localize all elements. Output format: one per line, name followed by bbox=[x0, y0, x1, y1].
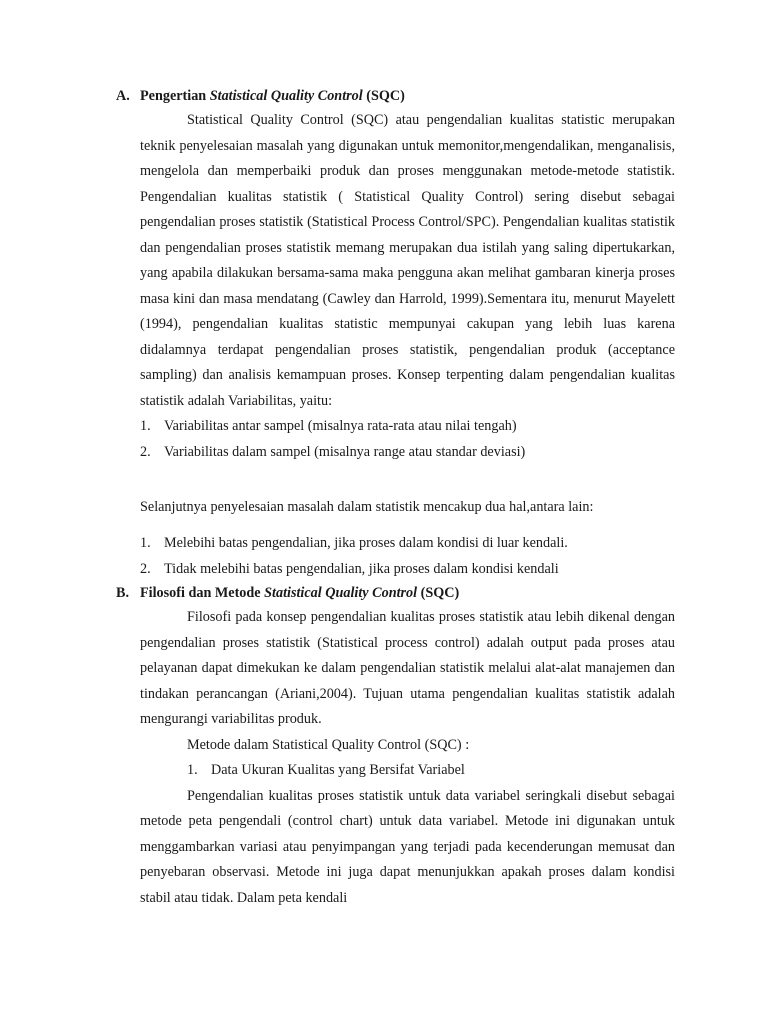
section-a-title-pre: Pengertian bbox=[140, 88, 210, 104]
list-item bbox=[140, 531, 675, 557]
section-b-paragraph-1: Filosofi pada konsep pengendalian kualitas proses statistik atau lebih dikenal dengan pengendalian proses statistik (Statistical process control) adalah output pada proses atau pelayanan dapat dimekukan ke dalam pengendalian statistik melalui alat-alat manajemen dan tindakan perancangan (Ariani,2004). Tujuan utama pengendalian kualitas statistik adalah mengurangi variabilitas produk. bbox=[140, 609, 675, 727]
section-b-paragraph-2: Pengendalian kualitas proses statistik untuk data variabel seringkali disebut sebagai metode peta pengendali (control chart) untuk data variabel. Metode ini digunakan untuk menggambarkan variasi atau penyimpangan yang terjadi pada kecenderungan memusat dan penyebaran observasi. Metode ini juga dapat menunjukkan apakah proses dalam kondisi stabil atau tidak. Dalam peta kendali bbox=[140, 787, 675, 906]
section-b-heading bbox=[116, 581, 676, 607]
section-a-heading bbox=[116, 84, 676, 110]
section-a-title-post: (SQC) bbox=[362, 88, 405, 104]
list-text: Tidak melebihi batas pengendalian, jika proses dalam kondisi kendali bbox=[164, 560, 559, 577]
list-number: 1. bbox=[140, 418, 151, 434]
method-list-item bbox=[140, 758, 675, 784]
list-item bbox=[140, 414, 675, 440]
section-b-title-pre: Filosofi dan Metode bbox=[140, 585, 265, 601]
section-b-body bbox=[140, 605, 675, 911]
list-number: 1. bbox=[187, 762, 198, 778]
method-intro: Metode dalam Statistical Quality Control (SQC) : bbox=[187, 736, 470, 753]
list-item bbox=[140, 440, 675, 466]
section-a-title-italic: Statistical Quality Control bbox=[209, 88, 363, 104]
list-number: 2. bbox=[140, 443, 151, 460]
section-a-letter: A. bbox=[116, 88, 130, 104]
list-text: Variabilitas dalam sampel (misalnya range atau standar deviasi) bbox=[164, 443, 526, 460]
section-a-transition bbox=[140, 495, 675, 521]
list-text: Melebihi batas pengendalian, jika proses dalam kondisi di luar kendali. bbox=[164, 535, 568, 551]
section-a-list2 bbox=[140, 531, 675, 582]
section-b-title-post: (SQC) bbox=[417, 585, 460, 601]
list-number: 1. bbox=[140, 535, 151, 551]
transition-text: Selanjutnya penyelesaian masalah dalam statistik mencakup dua hal,antara lain: bbox=[140, 499, 594, 515]
list-item bbox=[140, 557, 675, 583]
list-text: Variabilitas antar sampel (misalnya rata-rata atau nilai tengah) bbox=[164, 418, 517, 434]
section-a-paragraph: Statistical Quality Control (SQC) atau pengendalian kualitas statistic merupakan teknik penyelesaian masalah yang digunakan untuk memonitor,mengendalikan, menganalisis, mengelola dan memperbaiki produk dan proses menggunakan metode-metode statistik. Pengendalian kualitas statistik ( Statistical Quality Control) sering disebut sebagai pengendalian proses statistik (Statistical Process Control/SPC). Pengendalian kualitas statistik dan pengendalian proses statistik memang merupakan dua istilah yang saling dipertukarkan, yang apabila dilakukan bersama-sama maka pengguna akan melihat gambaran kinerja proses masa kini dan masa mendatang (Cawley dan Harrold, 1999).Sementara itu, menurut Mayelett (1994), pengendalian kualitas statistic mempunyai cakupan yang lebih luas karena didalamnya terdapat pengendalian proses statistik, pengendalian produk (acceptance sampling) dan analisis kemampuan proses. Konsep terpenting dalam pengendalian kualitas statistik adalah Variabilitas, yaitu: bbox=[140, 112, 675, 409]
section-b-letter: B. bbox=[116, 585, 130, 601]
list-text: Data Ukuran Kualitas yang Bersifat Variabel bbox=[211, 762, 465, 778]
section-a-body bbox=[140, 108, 675, 465]
section-b-title-italic: Statistical Quality Control bbox=[264, 585, 418, 601]
list-number: 2. bbox=[140, 560, 151, 577]
